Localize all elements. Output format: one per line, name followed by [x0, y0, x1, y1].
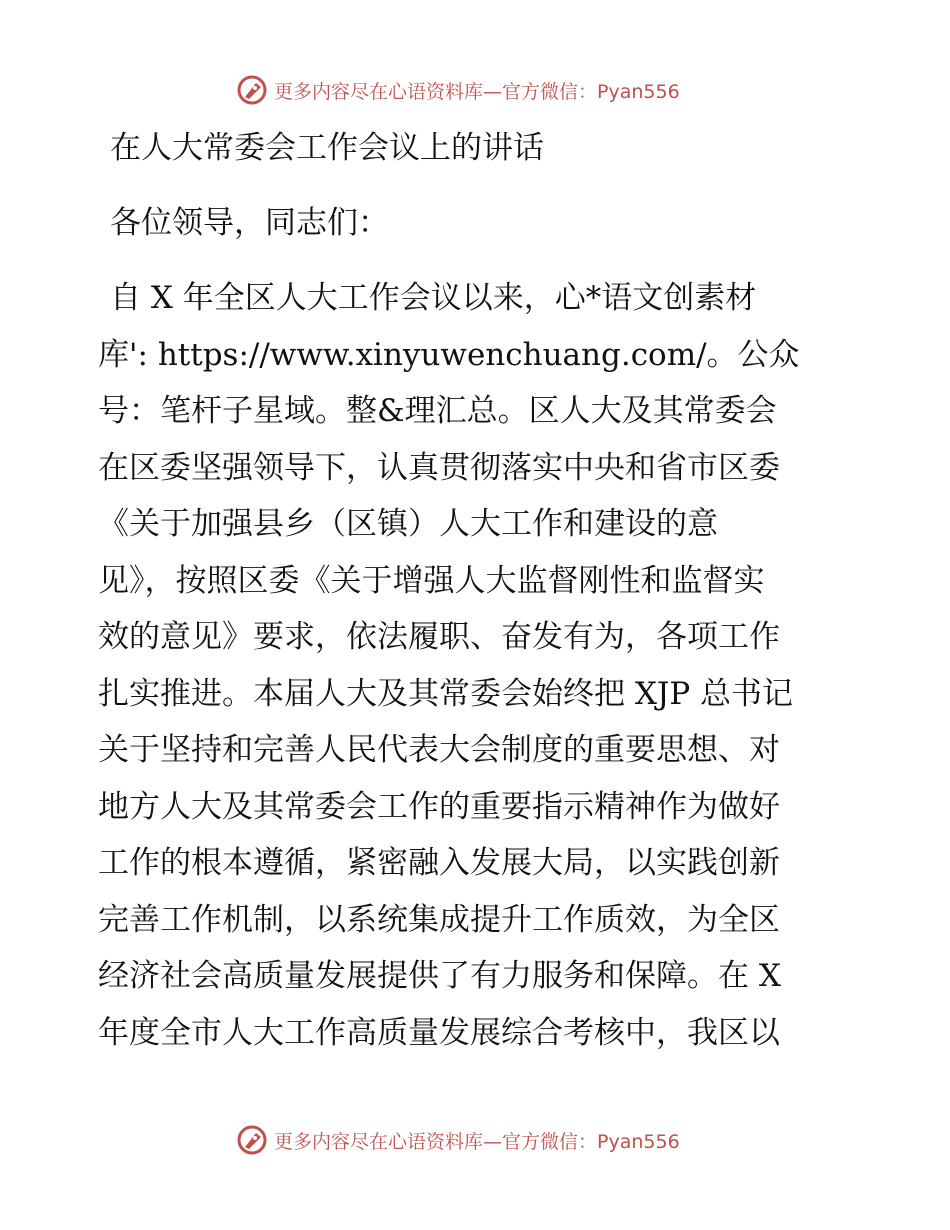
body-line: 见》，按照区委《关于增强人大监督刚性和监督实: [98, 562, 765, 599]
pen-nib-logo-icon: [236, 1124, 268, 1156]
body-line: 号：笔杆子星域。整&理汇总。区人大及其常委会: [98, 393, 777, 429]
body-line: 效的意见》要求，依法履职、奋发有为，各项工作: [98, 619, 780, 655]
header-banner: [236, 72, 680, 108]
body-line: 工作的根本遵循，紧密融入发展大局，以实践创新: [98, 845, 780, 881]
body-line: 《关于加强县乡（区镇）人大工作和建设的意: [98, 506, 718, 542]
greeting: 各位领导，同志们：: [110, 205, 389, 241]
body-line: 完善工作机制，以系统集成提升工作质效，为全区: [98, 901, 780, 938]
document-title: 在人大常委会工作会议上的讲话: [110, 130, 544, 166]
body-line: 自 X 年全区人大工作会议以来，心*语文创素材: [110, 280, 757, 316]
footer-banner: [236, 1122, 680, 1158]
body-line: 关于坚持和完善人民代表大会制度的重要思想、对: [98, 732, 780, 768]
body-line: 在区委坚强领导下，认真贯彻落实中央和省市区委: [98, 449, 780, 486]
body-line: 年度全市人大工作高质量发展综合考核中，我区以: [98, 1014, 780, 1051]
banner-text: 更多内容尽在心语资料库—官方微信：Pyan556: [274, 80, 680, 103]
pen-nib-logo-icon: [236, 74, 268, 106]
body-line: 库': https://www.xinyuwenchuang.com/。公众: [98, 336, 800, 373]
body-line: 扎实推进。本届人大及其常委会始终把 XJP 总书记: [98, 675, 794, 712]
body-line: 地方人大及其常委会工作的重要指示精神作为做好: [98, 788, 780, 825]
banner-text: 更多内容尽在心语资料库—官方微信：Pyan556: [274, 1130, 680, 1153]
body-line: 经济社会高质量发展提供了有力服务和保障。在 X: [98, 958, 781, 994]
